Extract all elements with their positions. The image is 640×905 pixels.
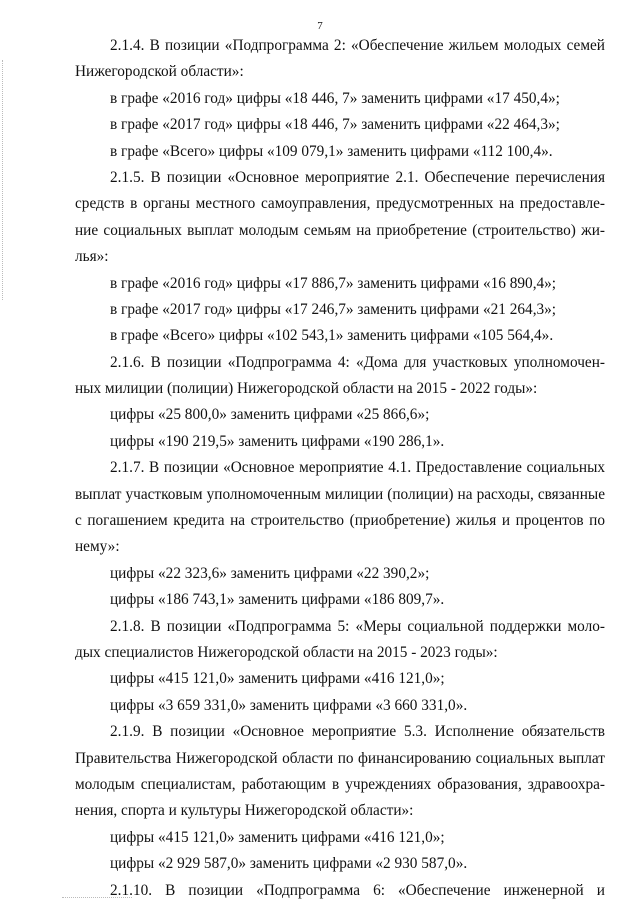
paragraph-line: ных милиции (полиции) Нижегородской области на 2015 - 2022 годы»:	[75, 380, 538, 398]
paragraph-line-indented: цифры «415 121,0» заменить цифрами «416 121,0»;	[110, 670, 445, 688]
paragraph-line: ние социальных выплат молодым семьям на приобретение (строительство) жи-	[75, 221, 605, 239]
paragraph-line-indented: в графе «2016 год» цифры «18 446, 7» заменить цифрами «17 450,4»;	[110, 89, 560, 107]
paragraph-line: дых специалистов Нижегородской области на 2015 - 2023 годы»:	[75, 643, 498, 661]
page-number: 7	[317, 20, 323, 32]
paragraph-line-indented: цифры «3 659 331,0» заменить цифрами «3 660 331,0».	[110, 696, 468, 714]
paragraph-line: средств в органы местного самоуправления, предусмотренных на предоставле-	[75, 195, 605, 213]
paragraph-line: нения, спорта и культуры Нижегородской области»:	[75, 802, 414, 820]
paragraph-line-indented: 2.1.8. В позиции «Подпрограмма 5: «Меры социальной поддержки моло-	[110, 617, 605, 635]
paragraph-line: Правительства Нижегородской области по финансированию социальных выплат	[75, 749, 605, 767]
paragraph-line-indented: в графе «Всего» цифры «102 543,1» заменить цифрами «105 564,4».	[110, 327, 554, 345]
paragraph-line-indented: 2.1.6. В позиции «Подпрограмма 4: «Дома для участковых уполномочен-	[110, 353, 605, 371]
paragraph-line: с погашением кредита на строительство (приобретение) жилья и процентов по	[75, 512, 605, 530]
paragraph-line-indented: 2.1.9. В позиции «Основное мероприятие 5.3. Исполнение обязательств	[110, 723, 605, 741]
paragraph-line: выплат участковым уполномоченным милиции (полиции) на расходы, связанные	[75, 485, 605, 503]
paragraph-line-indented: в графе «2017 год» цифры «17 246,7» заменить цифрами «21 264,3»;	[110, 300, 557, 318]
paragraph-line-indented: в графе «Всего» цифры «109 079,1» заменить цифрами «112 100,4».	[110, 142, 553, 160]
paragraph-line-indented: в графе «2017 год» цифры «18 446, 7» заменить цифрами «22 464,3»;	[110, 116, 560, 134]
scan-bottom-artifact	[62, 897, 132, 899]
paragraph-line: нему»:	[75, 538, 120, 556]
document-body	[75, 33, 605, 904]
paragraph-line-indented: цифры «22 323,6» заменить цифрами «22 390,2»;	[110, 564, 430, 582]
scan-margin-artifact	[2, 60, 5, 300]
paragraph-line-indented: цифры «2 929 587,0» заменить цифрами «2 930 587,0».	[110, 855, 468, 873]
paragraph-line-indented: 2.1.5. В позиции «Основное мероприятие 2.1. Обеспечение перечисления	[110, 168, 605, 186]
paragraph-line-indented: 2.1.10. В позиции «Подпрограмма 6: «Обеспечение инженерной и	[110, 881, 605, 899]
paragraph-line-indented: цифры «186 743,1» заменить цифрами «186 809,7».	[110, 591, 445, 609]
paragraph-line-indented: в графе «2016 год» цифры «17 886,7» заменить цифрами «16 890,4»;	[110, 274, 557, 292]
paragraph-line: Нижегородской области»:	[75, 63, 244, 81]
paragraph-line: лья»:	[75, 248, 109, 266]
paragraph-line: молодым специалистам, работающим в учреждениях образования, здравоохра-	[75, 775, 605, 793]
paragraph-line-indented: цифры «415 121,0» заменить цифрами «416 121,0»;	[110, 828, 445, 846]
paragraph-line-indented: 2.1.7. В позиции «Основное мероприятие 4.1. Предоставление социальных	[110, 459, 605, 477]
paragraph-line-indented: 2.1.4. В позиции «Подпрограмма 2: «Обеспечение жильем молодых семей	[110, 37, 605, 54]
paragraph-line-indented: цифры «25 800,0» заменить цифрами «25 866,6»;	[110, 406, 430, 424]
paragraph-line-indented: цифры «190 219,5» заменить цифрами «190 286,1».	[110, 432, 445, 450]
